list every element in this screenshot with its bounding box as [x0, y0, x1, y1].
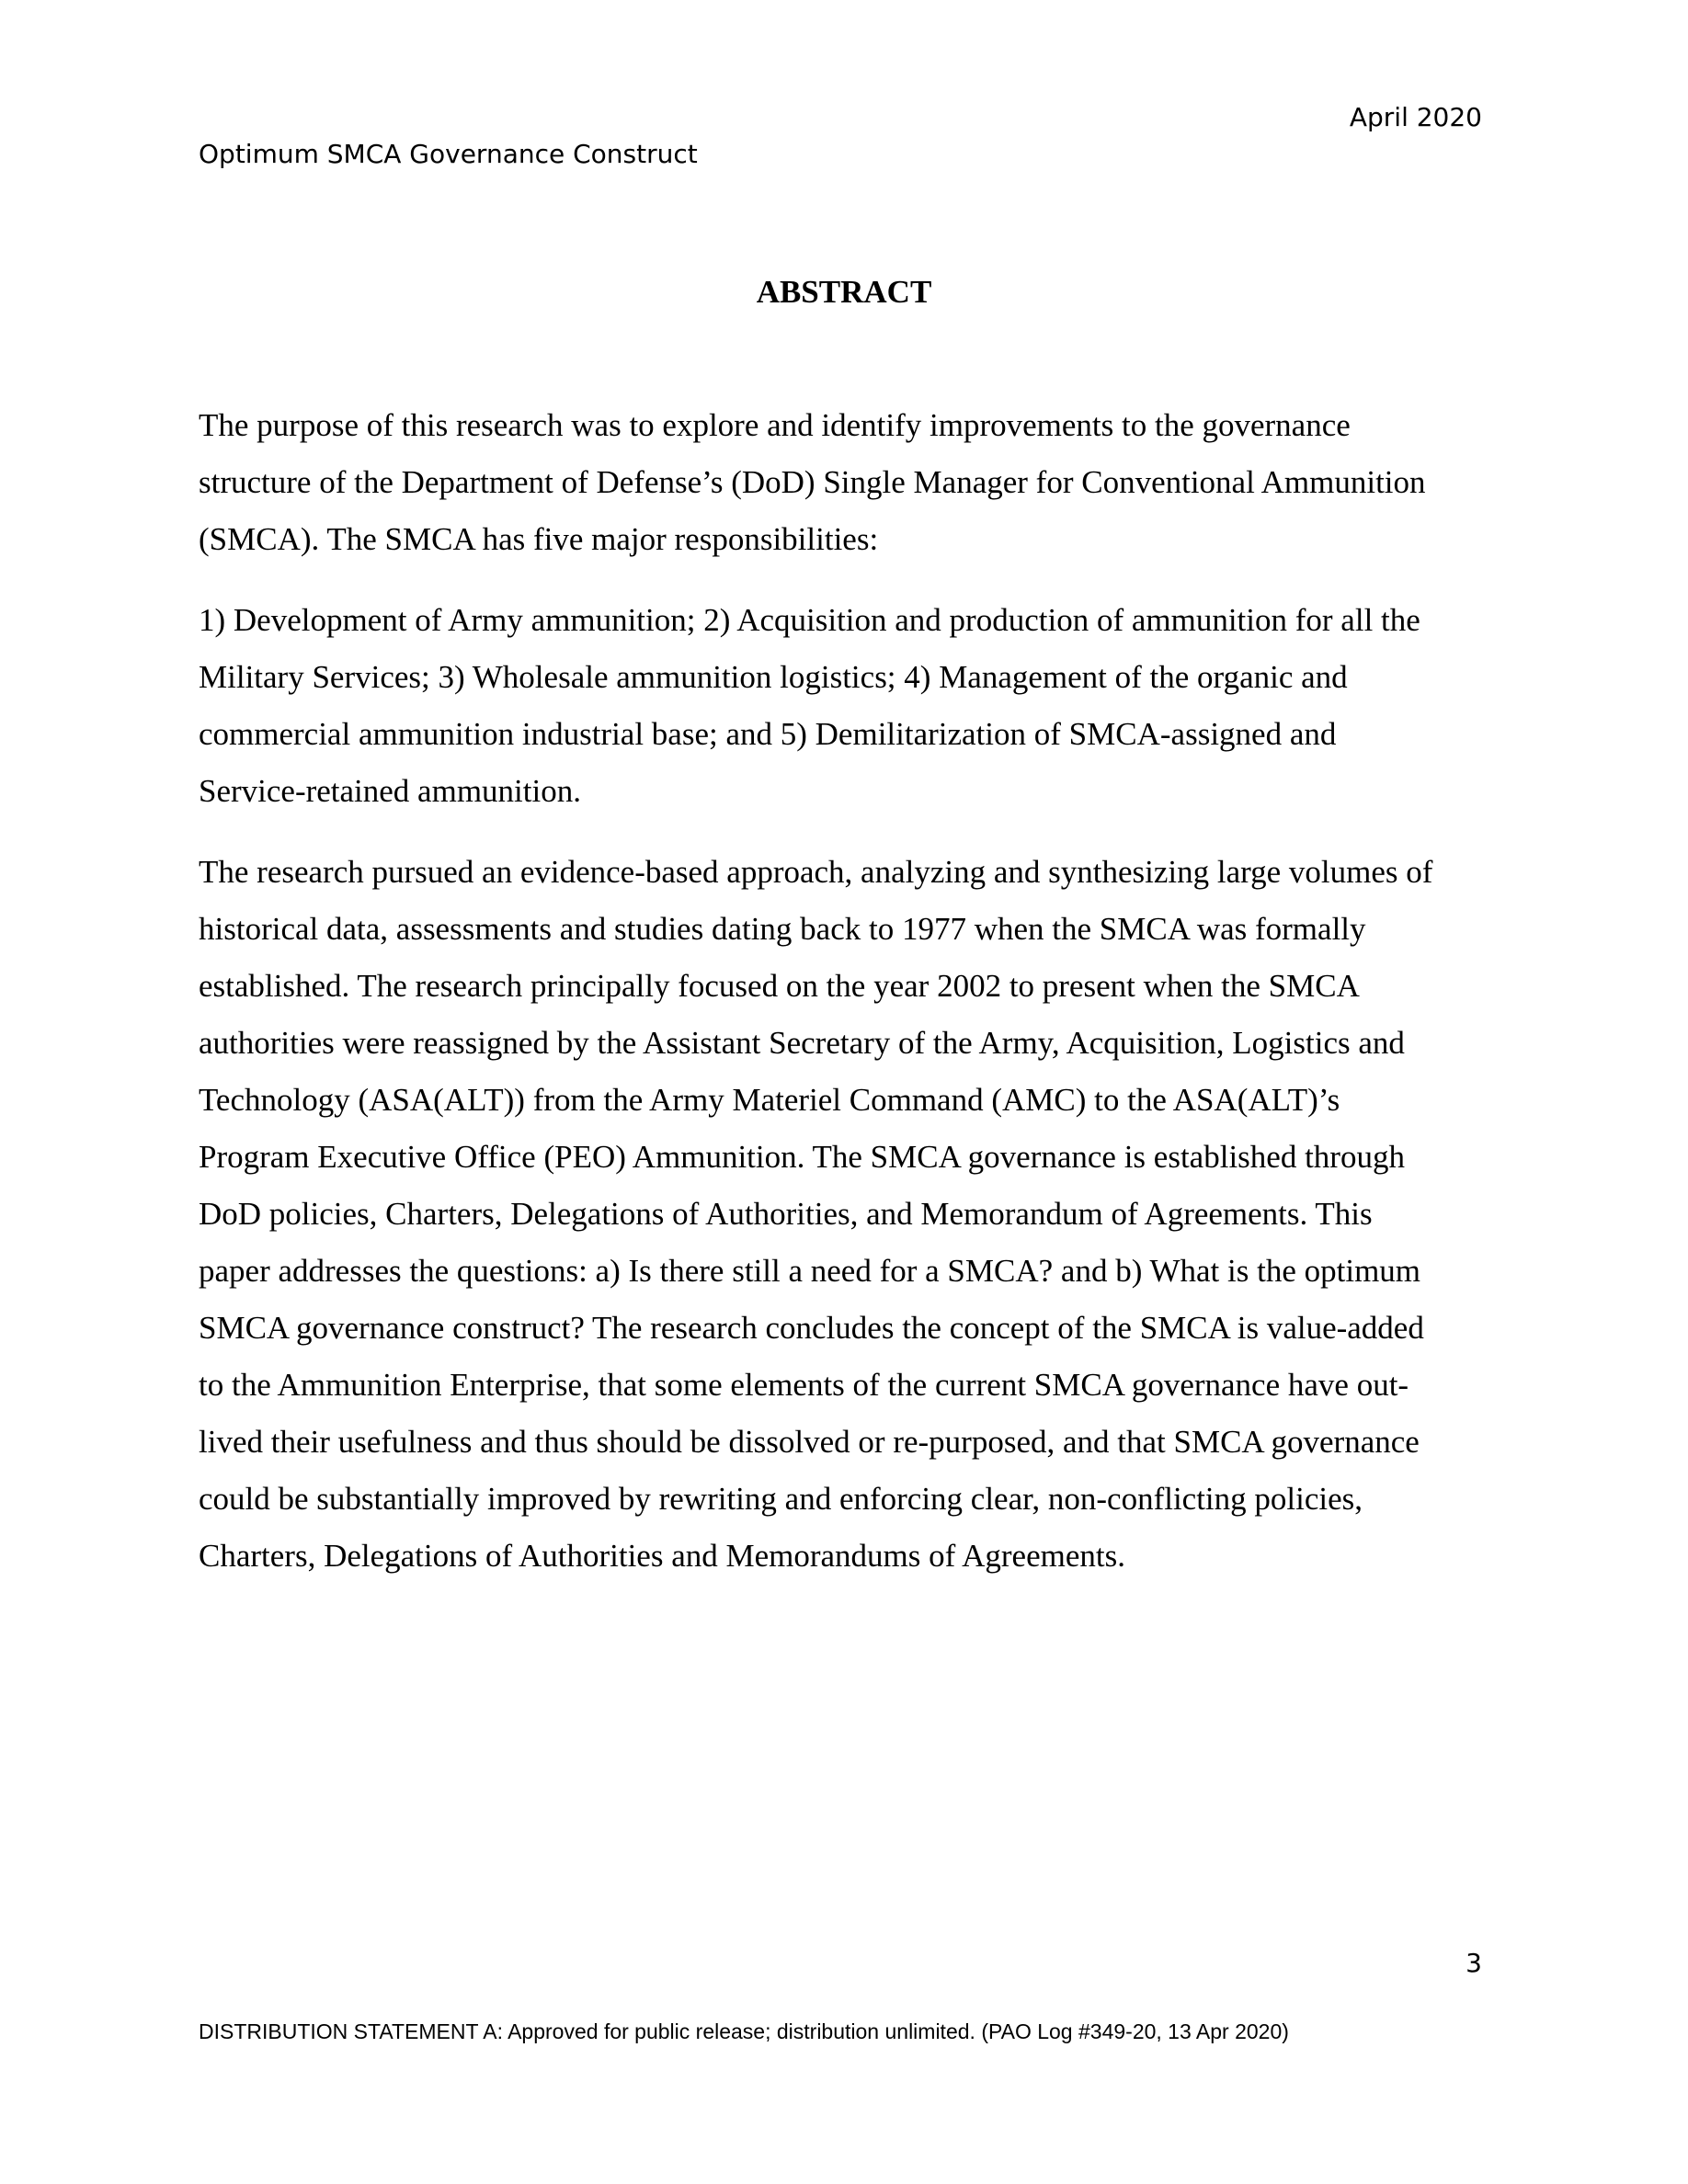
text-line: Military Services; 3) Wholesale ammunition logistics; 4) Management of the organic and: [199, 659, 1348, 695]
text-line: The research pursued an evidence-based approach, analyzing and synthesizing large volumes of: [199, 854, 1433, 890]
paragraph-responsibilities: [199, 592, 1489, 820]
page-number: 3: [1466, 1948, 1482, 1978]
header-date: April 2020: [1349, 102, 1482, 132]
text-line: Charters, Delegations of Authorities and Memorandums of Agreements.: [199, 1538, 1125, 1574]
text-line: (SMCA). The SMCA has five major responsibilities:: [199, 521, 879, 557]
header-title: Optimum SMCA Governance Construct: [199, 139, 698, 169]
text-line: DoD policies, Charters, Delegations of Authorities, and Memorandum of Agreements. This: [199, 1196, 1373, 1232]
text-line: commercial ammunition industrial base; and 5) Demilitarization of SMCA-assigned and: [199, 716, 1337, 752]
text-line: structure of the Department of Defense’s (DoD) Single Manager for Conventional Ammunition: [199, 464, 1426, 500]
abstract-heading: ABSTRACT: [756, 274, 932, 310]
text-line: Service-retained ammunition.: [199, 773, 581, 809]
text-line: established. The research principally focused on the year 2002 to present when the SMCA: [199, 968, 1360, 1004]
text-line: authorities were reassigned by the Assistant Secretary of the Army, Acquisition, Logistics and: [199, 1025, 1405, 1061]
text-line: 1) Development of Army ammunition; 2) Acquisition and production of ammunition for all the: [199, 602, 1420, 638]
paragraph-purpose: [199, 397, 1489, 568]
text-line: Technology (ASA(ALT)) from the Army Materiel Command (AMC) to the ASA(ALT)’s: [199, 1082, 1340, 1118]
distribution-statement: DISTRIBUTION STATEMENT A: Approved for public release; distribution unlimited. (PAO Log #349-20, 13 Apr 2020): [199, 2019, 1289, 2043]
text-line: SMCA governance construct? The research concludes the concept of the SMCA is value-added: [199, 1310, 1424, 1346]
abstract-body: [199, 397, 1489, 1609]
text-line: could be substantially improved by rewriting and enforcing clear, non-conflicting policies,: [199, 1481, 1363, 1517]
text-line: lived their usefulness and thus should be dissolved or re-purposed, and that SMCA governance: [199, 1424, 1420, 1460]
text-line: The purpose of this research was to explore and identify improvements to the governance: [199, 407, 1351, 443]
text-line: to the Ammunition Enterprise, that some elements of the current SMCA governance have out-: [199, 1367, 1409, 1403]
text-line: Program Executive Office (PEO) Ammunition. The SMCA governance is established through: [199, 1139, 1405, 1175]
paragraph-research: [199, 844, 1489, 1585]
text-line: paper addresses the questions: a) Is there still a need for a SMCA? and b) What is the optimum: [199, 1253, 1421, 1289]
text-line: historical data, assessments and studies dating back to 1977 when the SMCA was formally: [199, 911, 1366, 947]
